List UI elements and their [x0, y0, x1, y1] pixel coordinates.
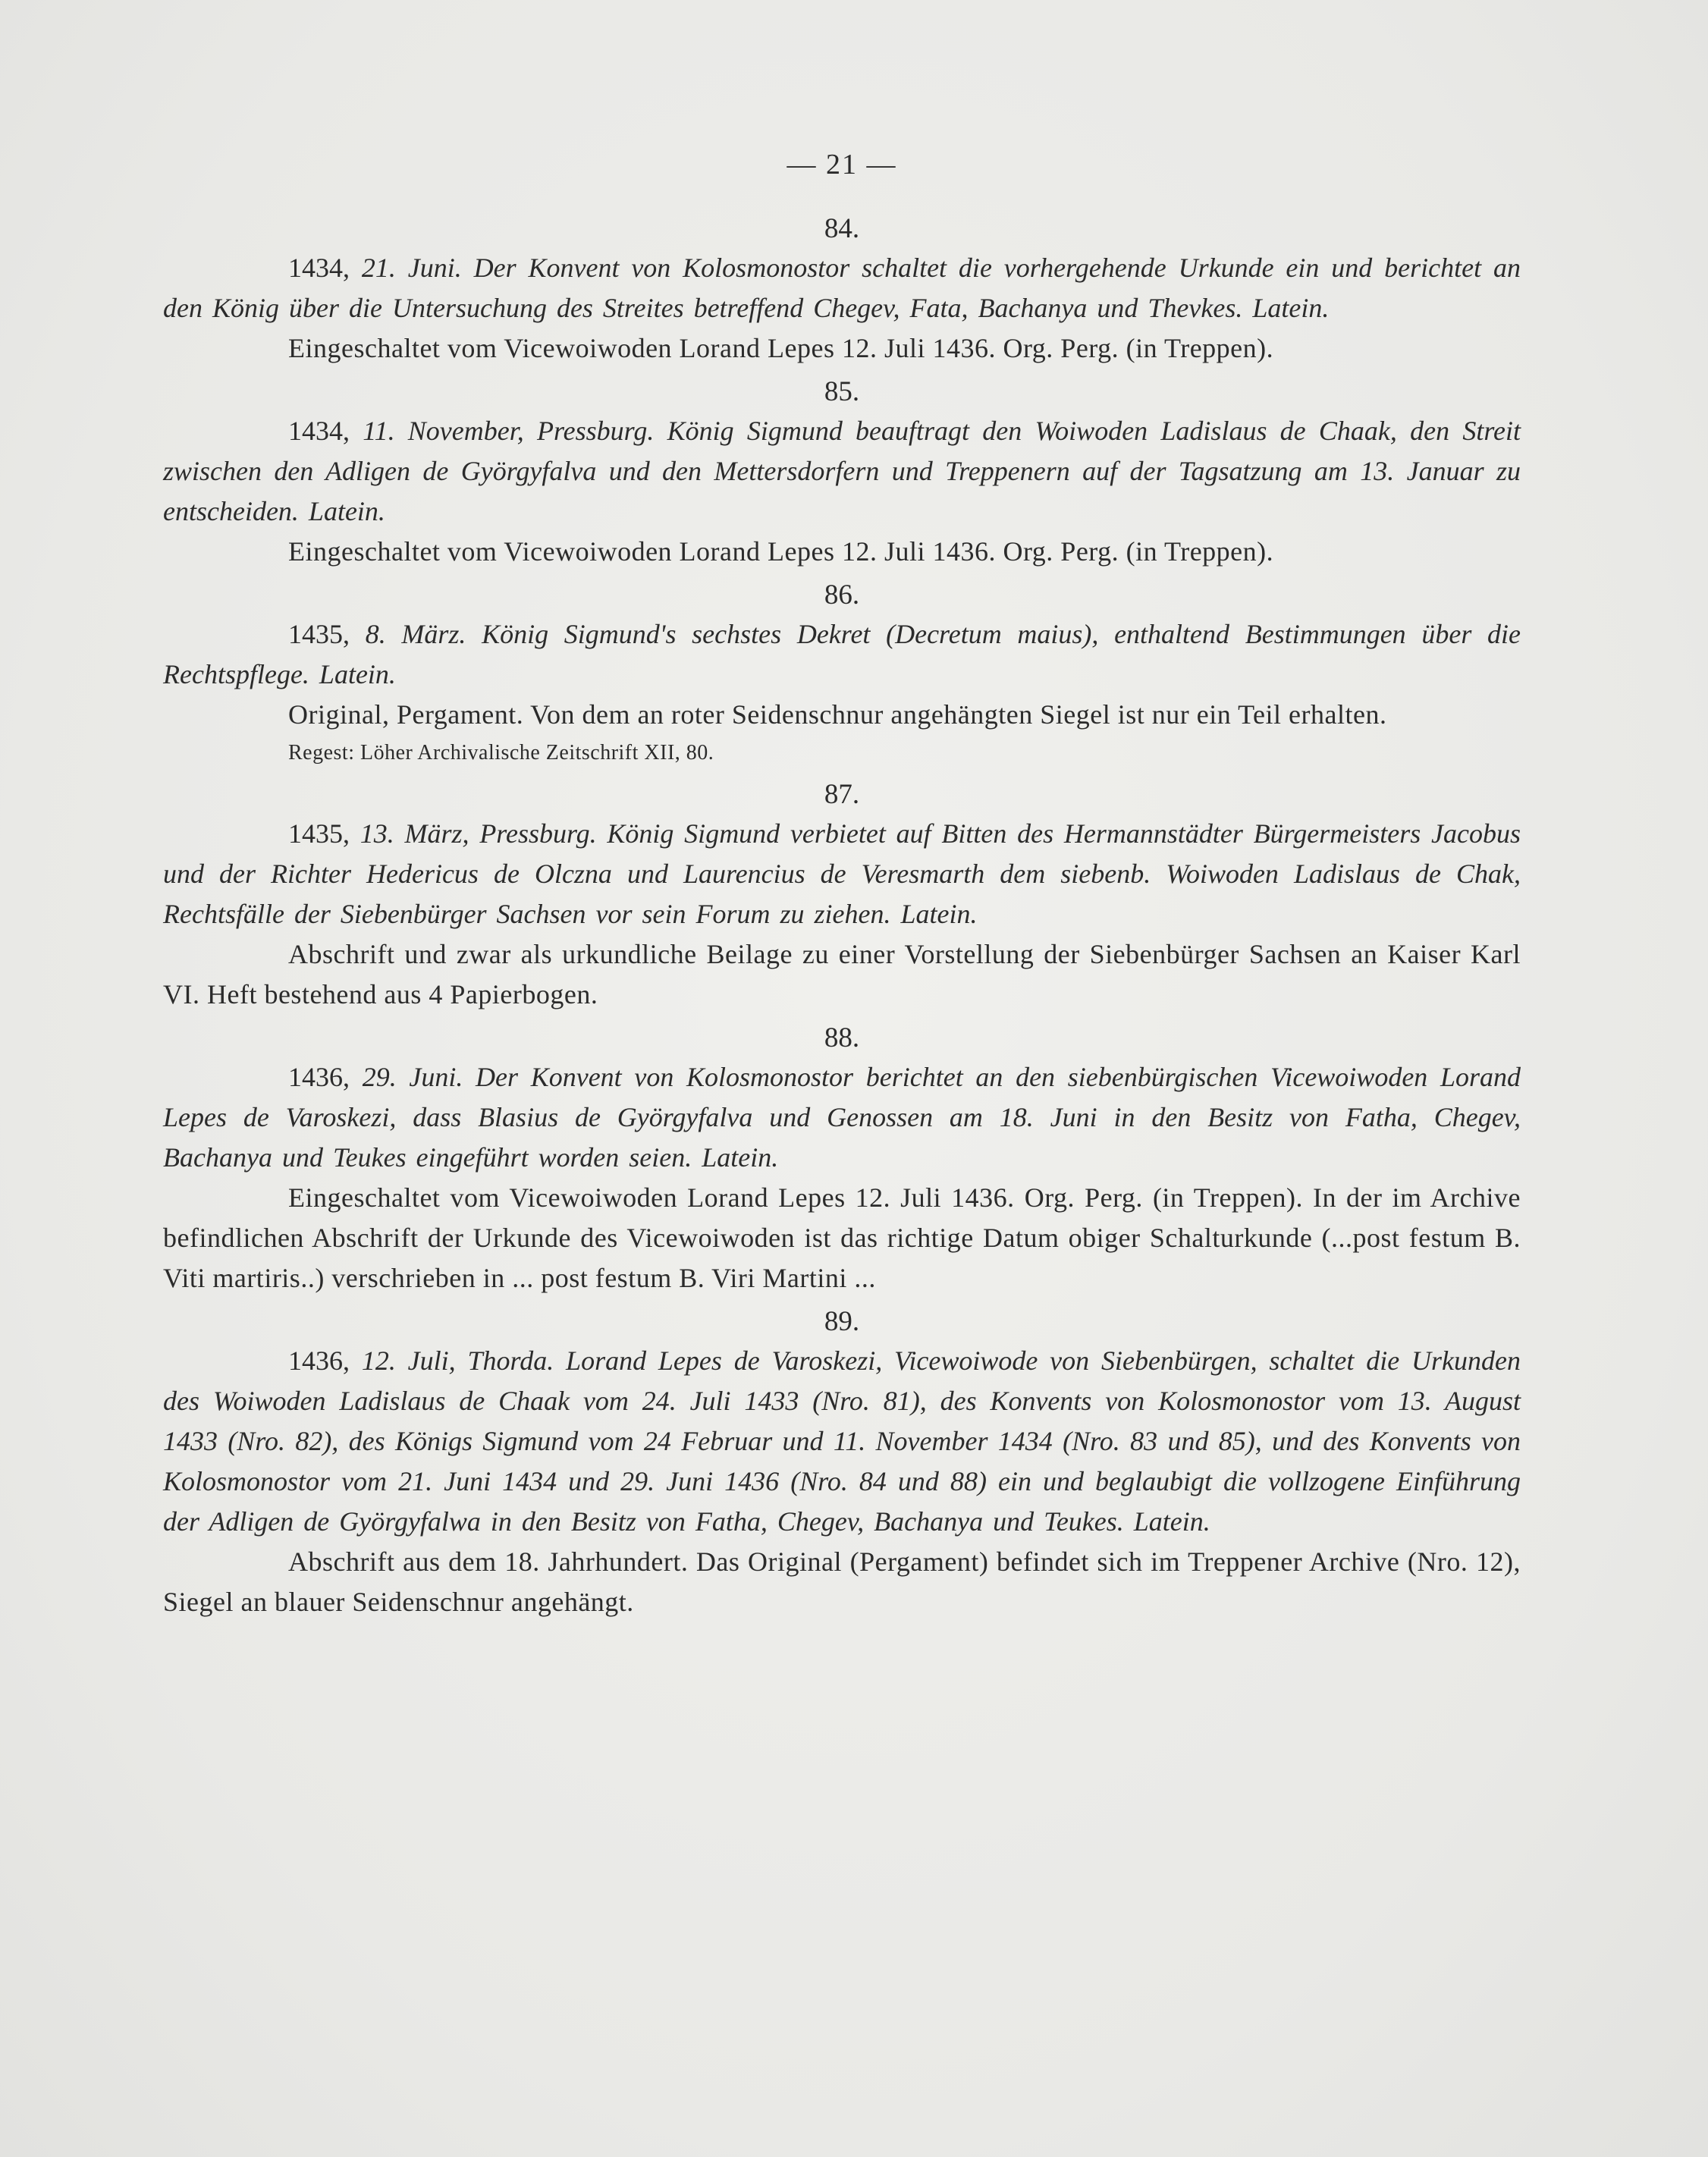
entry-note: Eingeschaltet vom Vicewoiwoden Lorand Lepes 12. Juli 1436. Org. Perg. (in Treppen).: [288, 536, 1274, 567]
entry-regest: [163, 614, 1521, 695]
entry-number: 87.: [824, 779, 860, 810]
entry-89: [163, 1303, 1521, 1622]
entry-date: 11. November,: [363, 416, 524, 446]
entry-86: [163, 576, 1521, 771]
entry-85: [163, 373, 1521, 572]
entry-note: Abschrift aus dem 18. Jahrhundert. Das Original (Pergament) befindet sich im Treppener Archive (Nro. 12), Siegel an blauer Seidenschnur angehängt.: [163, 1546, 1521, 1617]
entry-date: 8. März.: [365, 619, 466, 649]
entry-number: 84.: [824, 213, 860, 244]
entry-number: 86.: [824, 579, 860, 611]
entry-year: 1436,: [288, 1345, 362, 1376]
entry-summary: Der Konvent von Kolosmonostor berichtet an den siebenbürgischen Vicewoiwoden Lorand Lepes de Varoskezi, dass Blasius de Györgyfalva und Genossen am 18. Juni in den Besitz von Fatha, Chegev, Bachanya und Teukes eingeführt worden seien. Latein.: [163, 1062, 1521, 1173]
entry-summary: Pressburg. König Sigmund verbietet auf Bitten des Hermannstädter Bürgermeisters Jacobus und der Richter Hedericus de Olczna und Laurencius de Veresmarth dem siebenb. Woiwoden Ladislaus de Chak, Rechtsfälle der Siebenbürger Sachsen vor sein Forum zu ziehen. Latein.: [163, 818, 1521, 929]
page-number: — 21 —: [786, 149, 897, 181]
entry-year: 1434,: [288, 253, 362, 283]
entry-date: 12. Juli,: [361, 1345, 456, 1376]
entry-note: Abschrift und zwar als urkundliche Beilage zu einer Vorstellung der Siebenbürger Sachsen an Kaiser Karl VI. Heft bestehend aus 4 Papierbogen.: [163, 939, 1521, 1009]
entry-year: 1436,: [288, 1062, 363, 1092]
entry-summary: König Sigmund's sechstes Dekret (Decretum maius), enthaltend Bestimmungen über die Rechtspflege. Latein.: [163, 619, 1521, 689]
entry-summary: Pressburg. König Sigmund beauftragt den Woiwoden Ladislaus de Chaak, den Streit zwischen den Adligen de Györgyfalva und den Mettersdorfern und Treppenern auf der Tagsatzung am 13. Januar zu entscheiden. Latein.: [163, 416, 1521, 526]
entry-year: 1435,: [288, 619, 366, 649]
entry-number: 88.: [824, 1022, 860, 1053]
entry-regest: [163, 411, 1521, 532]
entry-summary: Der Konvent von Kolosmonostor schaltet die vorhergehende Urkunde ein und berichtet an den König über die Untersuchung des Streites betreffend Chegev, Fata, Bachanya und Thevkes. Latein.: [163, 253, 1521, 323]
entry-number: 89.: [824, 1306, 860, 1337]
entry-date: 29. Juni.: [362, 1062, 463, 1092]
text-column: [163, 148, 1521, 1627]
entry-regest: [163, 814, 1521, 934]
entry-regest: [163, 248, 1521, 328]
entry-regest: [163, 1057, 1521, 1178]
entry-regest-reference: Regest: Löher Archivalische Zeitschrift XII, 80.: [288, 741, 714, 765]
entry-88: [163, 1019, 1521, 1298]
entry-number: 85.: [824, 376, 860, 407]
entry-year: 1435,: [288, 818, 360, 849]
entry-87: [163, 776, 1521, 1015]
entry-84: [163, 210, 1521, 369]
entry-note: Original, Pergament. Von dem an roter Seidenschnur angehängten Siegel ist nur ein Teil erhalten.: [288, 699, 1387, 730]
entry-note: Eingeschaltet vom Vicewoiwoden Lorand Lepes 12. Juli 1436. Org. Perg. (in Treppen). In der im Archive befindlichen Abschrift der Urkunde des Vicewoiwoden ist das richtige Datum obiger Schalturkunde (...post festum B. Viti martiris..) verschrieben in ... post festum B. Viri Martini ...: [163, 1182, 1521, 1293]
entry-summary: Thorda. Lorand Lepes de Varoskezi, Vicewoiwode von Siebenbürgen, schaltet die Urkunden des Woiwoden Ladislaus de Chaak vom 24. Juli 1433 (Nro. 81), des Konvents von Kolosmonostor vom 13. August 1433 (Nro. 82), des Königs Sigmund vom 24 Februar und 11. November 1434 (Nro. 83 und 85), und des Konvents von Kolosmonostor vom 21. Juni 1434 und 29. Juni 1436 (Nro. 84 und 88) ein und beglaubigt die vollzogene Einführung der Adligen de Györgyfalwa in den Besitz von Fatha, Chegev, Bachanya und Teukes. Latein.: [163, 1345, 1521, 1537]
entry-year: 1434,: [288, 416, 363, 446]
entry-note: Eingeschaltet vom Vicewoiwoden Lorand Lepes 12. Juli 1436. Org. Perg. (in Treppen).: [288, 333, 1274, 363]
entry-date: 13. März,: [359, 818, 469, 849]
entry-date: 21. Juni.: [361, 253, 462, 283]
entry-regest: [163, 1341, 1521, 1542]
